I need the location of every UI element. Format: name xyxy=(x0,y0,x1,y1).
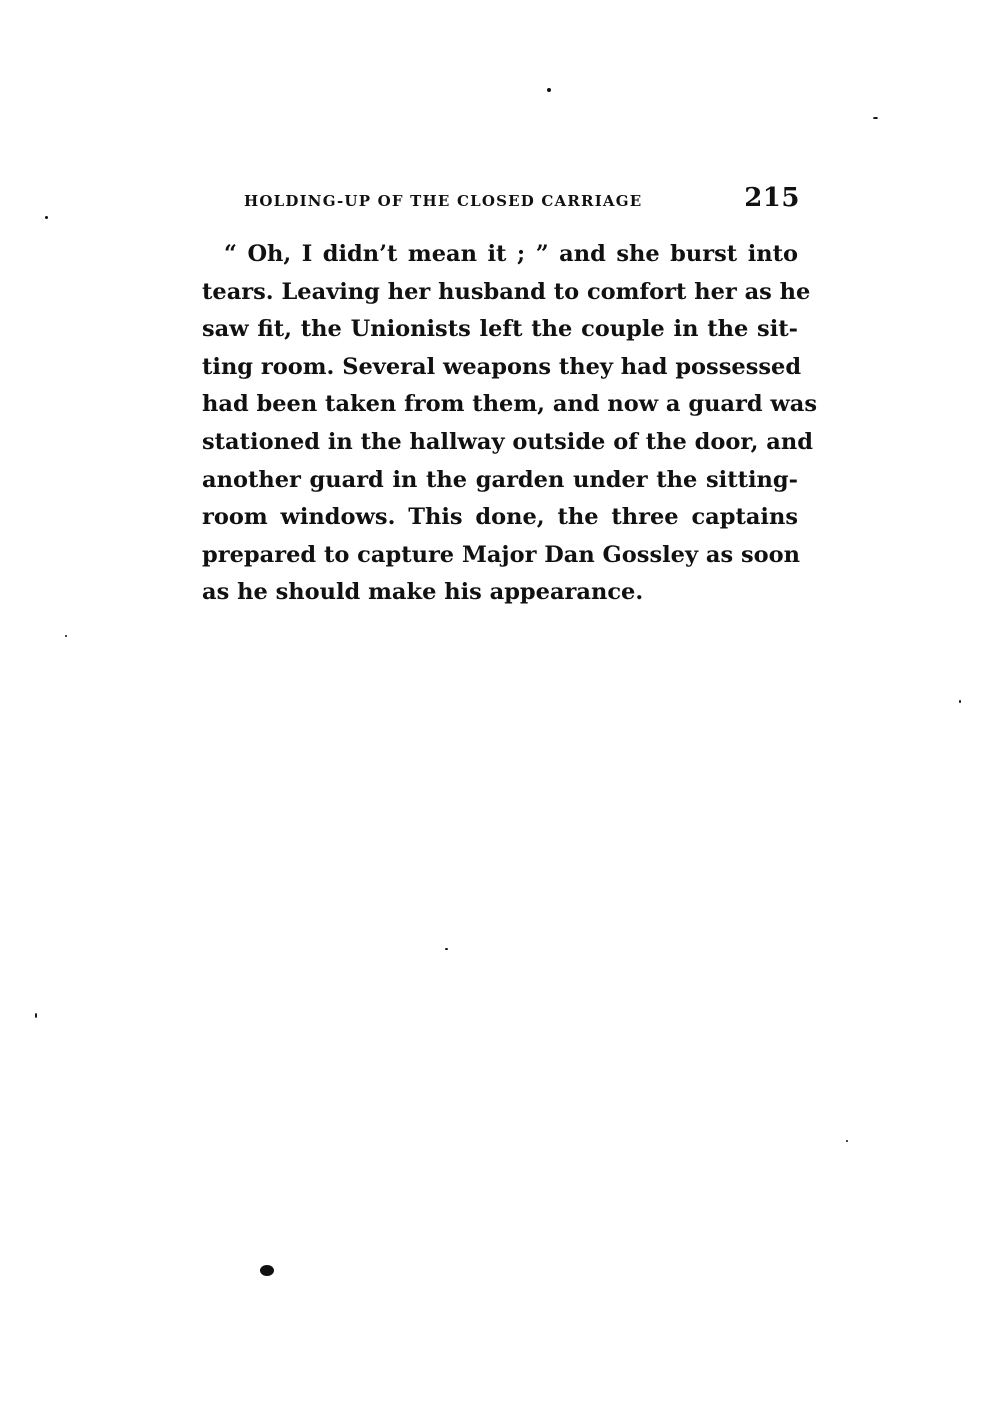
text-line: saw fit, the Unionists left the couple in the sit- xyxy=(202,316,798,343)
page-number: 215 xyxy=(744,183,800,213)
text-line: room windows. This done, the three captains xyxy=(202,504,798,531)
text-line: prepared to capture Major Dan Gossley as soon xyxy=(202,541,800,568)
scan-speck xyxy=(547,88,551,92)
scan-speck xyxy=(260,1265,274,1276)
text-line: another guard in the garden under the sitting- xyxy=(202,466,798,493)
scan-speck xyxy=(35,1013,37,1018)
scan-speck xyxy=(846,1140,848,1142)
text-line: had been taken from them, and now a guard was xyxy=(202,391,818,418)
scan-speck xyxy=(873,117,878,119)
running-head-title: HOLDING-UP OF THE CLOSED CARRIAGE xyxy=(244,192,643,210)
running-head xyxy=(244,183,800,215)
text-line: as he should make his appearance. xyxy=(202,579,644,606)
text-line: “ Oh, I didn’t mean it ; ” and she burst into xyxy=(224,241,798,267)
scan-speck xyxy=(65,635,67,637)
text-line: tears. Leaving her husband to comfort her as he xyxy=(202,278,811,305)
body-paragraph xyxy=(202,236,818,612)
text-line: stationed in the hallway outside of the door, and xyxy=(202,428,813,455)
text-line: ting room. Several weapons they had possessed xyxy=(202,353,802,380)
scan-speck xyxy=(45,216,48,219)
scan-speck xyxy=(445,948,448,950)
scan-speck xyxy=(959,700,961,703)
